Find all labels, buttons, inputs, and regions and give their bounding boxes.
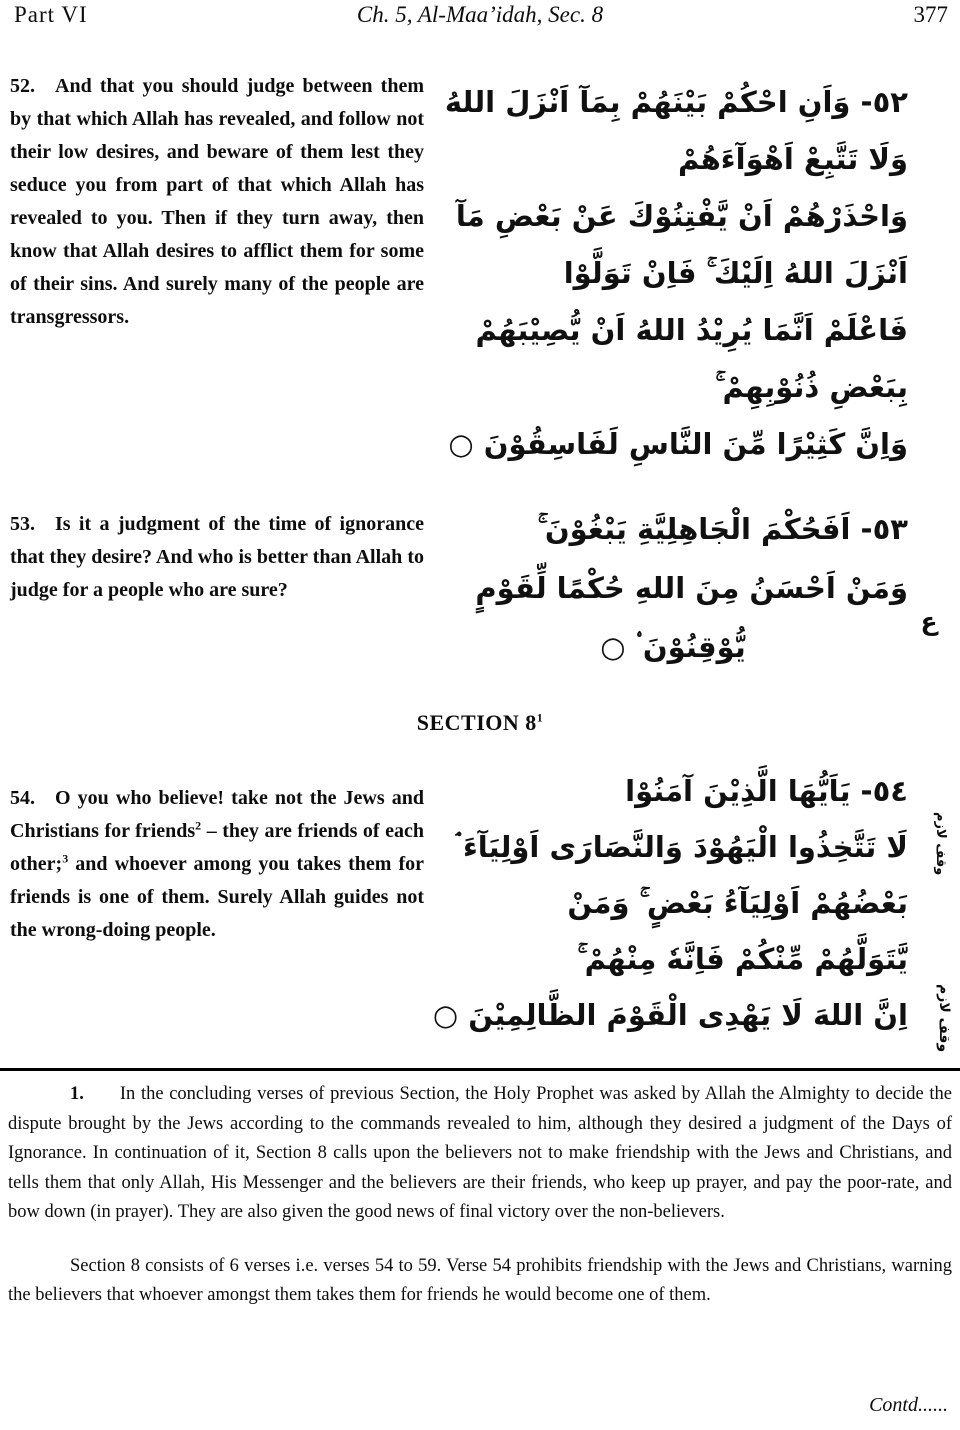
- page-number: 377: [913, 2, 948, 27]
- footnote-1-text: In the concluding verses of previous Section, the Holy Prophet was asked by Allah the Almighty to decide the dispute brought by the Jews according to the commands revealed to him, although they desired a judgment of the Days of Ignorance. In continuation of it, Section 8 calls upon the believers not to make friendship with the Jews and Christians, and tells them that only Allah, His Messenger and the believers are their friends, who keep up prayer, and pay the poor-rate, and bow down (in prayer). They are also given the good news of final victory over the non-believers.: [8, 1084, 952, 1222]
- verse-53-arabic: [438, 500, 908, 677]
- verse-53-english: [10, 508, 424, 607]
- footnote-ref-3: 3: [62, 851, 69, 866]
- arabic-line: وَلَا تَتَّبِعْ اَهْوَآءَهُمْ: [677, 142, 908, 176]
- contd-label: Contd......: [869, 1394, 948, 1416]
- part-label: Part VI: [14, 2, 88, 27]
- footnote-1-paragraph-2-text: Section 8 consists of 6 verses i.e. verses 54 to 59. Verse 54 prohibits friendship with the Jews and Christians, warning the believers that whoever amongst them takes them for friends he would become one of them.: [8, 1255, 952, 1305]
- verse-54-text: and whoever among you takes them for friends is one of them. Surely Allah guides not the wrong-doing people.: [10, 853, 424, 941]
- verse-52-text: And that you should judge between them by that which Allah has revealed, and follow not their low desires, and beware of them lest they seduce you from part of that which Allah has revealed to you. Then if they turn away, then know that Allah desires to afflict them for some of their sins. And surely many of the people are transgressors.: [10, 75, 424, 328]
- verse-54-number: 54.: [10, 787, 35, 809]
- chapter-title: Ch. 5, Al-Maa’idah, Sec. 8: [356, 2, 604, 27]
- verse-53-number: 53.: [10, 513, 35, 535]
- section-heading: [0, 710, 960, 736]
- verse-52-arabic: [438, 74, 908, 473]
- verse-54-text: – they are friends of each other;: [10, 820, 424, 875]
- verse-54-arabic: [432, 763, 908, 1043]
- verse-54-english: [10, 782, 424, 947]
- footnote-separator: [0, 1068, 960, 1071]
- ruku-marker: ع: [920, 607, 938, 636]
- arabic-line: يَّتَوَلَّهُمْ مِّنْكُمْ فَاِنَّهٗ مِنْهُمْ ۚ: [577, 942, 908, 976]
- waqf-margin-note-lower: وقف لازم: [936, 984, 952, 1053]
- footnote-1-paragraph-1: [8, 1080, 952, 1228]
- page-header: [0, 2, 960, 36]
- arabic-line: ٥٣- اَفَحُكْمَ الْجَاهِلِيَّةِ يَبْغُوْنَ ۚ: [537, 512, 908, 546]
- arabic-line: فَاعْلَمْ اَنَّمَا يُرِيْدُ اللهُ اَنْ يُّصِيْبَهُمْ: [475, 313, 908, 347]
- verse-52-english: [10, 70, 424, 334]
- footnotes-block: [8, 1080, 952, 1311]
- section-heading-label: SECTION 8: [416, 710, 537, 735]
- arabic-line: اَنْزَلَ اللهُ اِلَيْكَ ۚ فَاِنْ تَوَلَّوْا: [563, 256, 908, 290]
- arabic-line: وَاِنَّ كَثِيْرًا مِّنَ النَّاسِ لَفَاسِقُوْنَ ○: [448, 427, 908, 461]
- arabic-line: اِنَّ اللهَ لَا يَهْدِى الْقَوْمَ الظَّالِمِيْنَ ○: [432, 998, 908, 1032]
- arabic-line: وَمَنْ اَحْسَنُ مِنَ اللهِ حُكْمًا لِّقَوْمٍ: [475, 571, 908, 605]
- arabic-line: لَا تَتَّخِذُوا الْيَهُوْدَ وَالنَّصَارَى اَوْلِيَآءَ ۘ: [455, 830, 908, 864]
- waqf-margin-note-upper: وقف لازم: [933, 812, 948, 876]
- footnote-1-paragraph-2: [8, 1252, 952, 1311]
- arabic-line: وَاحْذَرْهُمْ اَنْ يَّفْتِنُوْكَ عَنْ بَعْضِ مَآ: [455, 199, 908, 233]
- arabic-line: ٥٤- يَاَيُّهَا الَّذِيْنَ آمَنُوْا: [625, 774, 908, 808]
- section-footnote-ref: 1: [536, 710, 544, 725]
- verse-53-text: Is it a judgment of the time of ignorance that they desire? And who is better than Allah to judge for a people who are sure?: [10, 513, 424, 601]
- verse-54-text: O you who believe! take not the Jews and Christians for friends: [10, 787, 424, 842]
- arabic-line: بَعْضُهُمْ اَوْلِيَآءُ بَعْضٍ ۚ وَمَنْ: [567, 886, 908, 920]
- verse-52-number: 52.: [10, 75, 35, 97]
- footnote-ref-2: 2: [195, 818, 202, 833]
- arabic-line: بِبَعْضِ ذُنُوْبِهِمْ ۚ: [715, 370, 908, 404]
- arabic-line: يُّوْقِنُوْنَ ۟ ○: [600, 630, 746, 664]
- footnote-1-number: 1.: [70, 1084, 84, 1104]
- arabic-line: ٥٢- وَاَنِ احْكُمْ بَيْنَهُمْ بِمَآ اَنْزَلَ اللهُ: [444, 85, 908, 119]
